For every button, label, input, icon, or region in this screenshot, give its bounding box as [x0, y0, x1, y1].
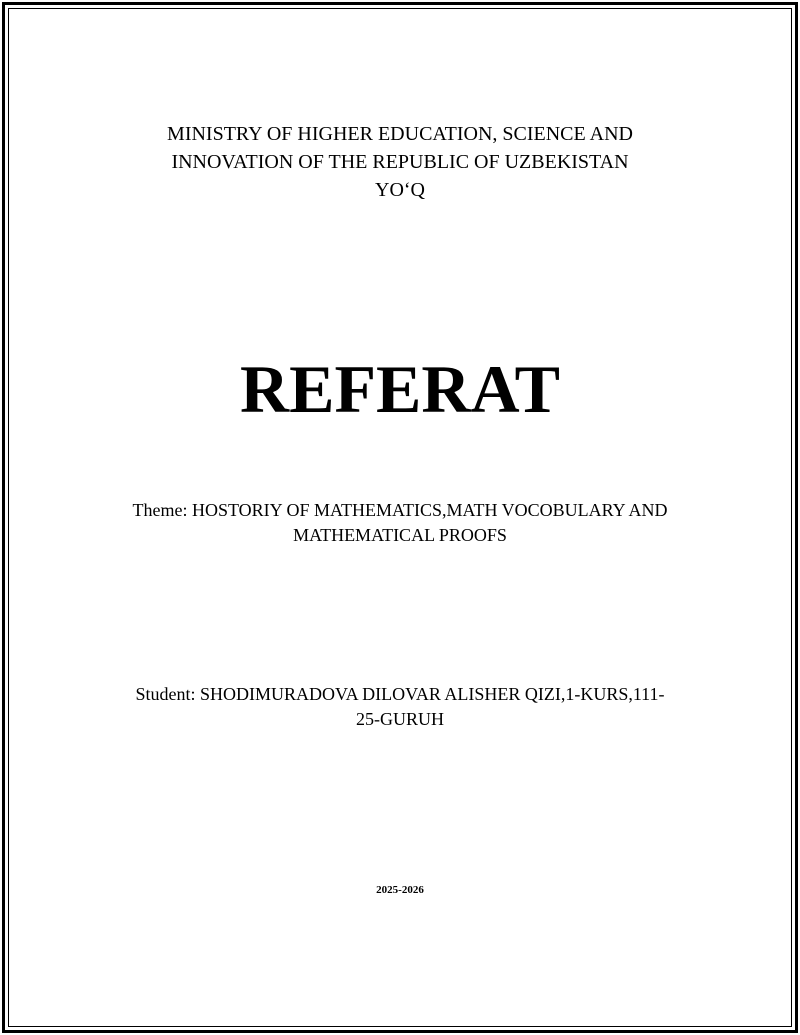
student-block	[60, 682, 740, 732]
theme-line-1: Theme: HOSTORIY OF MATHEMATICS,MATH VOCOBULARY AND	[132, 500, 668, 520]
student-line-2: 25-GURUH	[356, 709, 444, 729]
ministry-heading	[60, 120, 740, 204]
theme-block	[60, 498, 740, 548]
ministry-line-2: INNOVATION OF THE REPUBLIC OF UZBEKISTAN	[171, 151, 629, 173]
ministry-line-1: MINISTRY OF HIGHER EDUCATION, SCIENCE AND	[167, 123, 633, 145]
ministry-line-3: YO‘Q	[375, 179, 425, 201]
theme-line-2: MATHEMATICAL PROOFS	[293, 525, 507, 545]
student-line-1: Student: SHODIMURADOVA DILOVAR ALISHER QIZI,1-KURS,111-	[135, 684, 665, 704]
academic-year: 2025-2026	[376, 884, 424, 896]
document-title: REFERAT	[240, 351, 560, 427]
